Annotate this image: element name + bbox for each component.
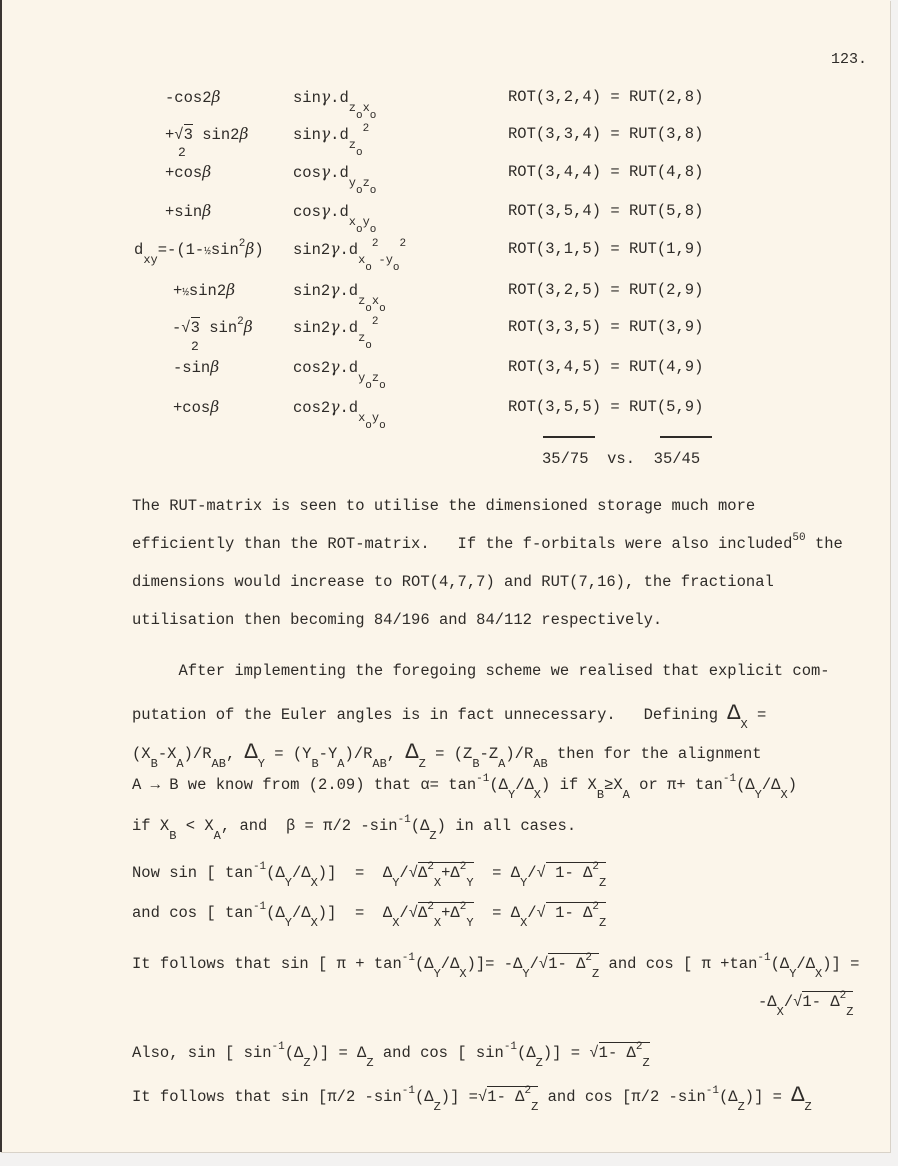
equation-line: Now sin [ $\tan^{-1}(\Delta_Y/\Delta_X)] = \Delta_Y/√\Delta^2_X+\Delta^2_Y = \Delta_Y/√$ 1- $\Delta^2_Z$ [132, 861, 607, 890]
func-cell: $\cos\gamma.d_{yozo}$ [293, 163, 377, 197]
text-line: if $X_B < X_A$, and β = π/2 $-\sin^{-1}(\Delta_Z)$ in all cases. [132, 814, 577, 843]
text-line: The RUT-matrix is seen to utilise the dimensioned storage much more [132, 497, 756, 515]
func-cell: $\sin\gamma.d_{zoxo}$ [293, 88, 377, 122]
text-line: $(X_B-X_A)/R_{AB}$, $\Delta_Y = (Y_B-Y_A)/R_{AB}$, $\Delta_Z = (Z_B-Z_A)/R_{AB}$ then for the alignment [132, 740, 762, 771]
rot-rut-cell: ROT(3,5,5) = RUT(5,9) [508, 398, 704, 416]
coef-cell: $d_{xy}=-(1-\frac{1}{2}\sin^2\beta)$ [134, 238, 264, 267]
func-cell: $\sin 2\gamma.d_{xo}^2_{-yo}^2$ [293, 238, 407, 274]
coef-cell: +cosβ [165, 163, 212, 182]
rot-rut-cell: ROT(3,1,5) = RUT(1,9) [508, 240, 704, 258]
equation-line: It follows that sin [π/2 $-\sin^{-1}(\Delta_Z)] =√1-$ $\Delta^2_Z$ and cos [π/2 $-\sin^{-1}(\Delta_Z)] = \Delta_Z$ [132, 1083, 812, 1114]
coef-denominator: 2 [178, 145, 186, 160]
equation-continuation: $-\Delta_X/√1-$ $\Delta^2_Z$ [758, 990, 854, 1019]
coef-denominator: 2 [191, 339, 199, 354]
coef-cell: -cos2β [165, 88, 221, 107]
equation-line: Also, sin [ $\sin^{-1}(\Delta_Z)] = \Delta_Z$ and cos [ $\sin^{-1}(\Delta_Z)] = √1-$ $\Delta^2_Z$ [132, 1041, 650, 1070]
coef-cell: +½sin2β [173, 281, 236, 300]
equation-line: It follows that sin [ $\pi + \tan^{-1}(\Delta_Y/\Delta_X)]= -\Delta_Y/√1-$ $\Delta^2_Z$ and cos [ $\pi +\tan^{-1}(\Delta_Y/\Delta_X)$] = [132, 952, 860, 981]
rot-rut-cell: ROT(3,2,4) = RUT(2,8) [508, 88, 704, 106]
func-cell: $\sin\gamma.d_{zo}^2$ [293, 123, 370, 159]
rot-rut-cell: ROT(3,2,5) = RUT(2,9) [508, 281, 704, 299]
func-cell: $\cos 2\gamma.d_{xoyo}$ [293, 398, 386, 432]
coef-cell: +sinβ [165, 202, 212, 221]
coef-cell: -√3 $\sin^2\beta$ [172, 316, 253, 337]
text-line: After implementing the foregoing scheme we realised that explicit com- [132, 662, 830, 680]
func-cell: $\cos\gamma.d_{xoyo}$ [293, 202, 377, 236]
sum-rule [543, 436, 595, 438]
rot-rut-cell: ROT(3,3,4) = RUT(3,8) [508, 125, 704, 143]
text-line: utilisation then becoming 84/196 and 84/112 respectively. [132, 611, 663, 629]
rot-rut-cell: ROT(3,3,5) = RUT(3,9) [508, 318, 704, 336]
text-line: dimensions would increase to ROT(4,7,7) and RUT(7,16), the fractional [132, 573, 774, 591]
rot-rut-cell: ROT(3,5,4) = RUT(5,8) [508, 202, 704, 220]
rot-rut-cell: ROT(3,4,5) = RUT(4,9) [508, 358, 704, 376]
coef-cell: +cosβ [173, 398, 220, 417]
func-cell: $\sin 2\gamma.d_{zo}^2$ [293, 316, 379, 352]
rot-rut-cell: ROT(3,4,4) = RUT(4,8) [508, 163, 704, 181]
coef-cell: -sinβ [173, 358, 220, 377]
func-cell: $\cos 2\gamma.d_{yozo}$ [293, 358, 386, 392]
totals-row: 35/75 vs. 35/45 [542, 450, 701, 468]
func-cell: $\sin 2\gamma.d_{zoxo}$ [293, 281, 386, 315]
coef-cell: +√3 sin2β [165, 125, 249, 144]
page-number: 123. [831, 51, 868, 68]
sum-rule [660, 436, 712, 438]
text-line: putation of the Euler angles is in fact unnecessary. Defining $\Delta_X$ = [132, 701, 767, 732]
text-line: A → B we know from (2.09) that $\alpha= \tan^{-1}(\Delta_Y/\Delta_X)$ if $X_B\ge X_A$ or $\pi+ \tan^{-1}(\Delta_Y/\Delta_X)$ [132, 773, 797, 802]
text-line: efficiently than the ROT-matrix. If the f-orbitals were also included$^{50}$ the [132, 532, 843, 553]
equation-line: and cos [ $\tan^{-1}(\Delta_Y/\Delta_X)] = \Delta_X/√\Delta^2_X+\Delta^2_Y = \Delta_X/√$ 1- $\Delta^2_Z$ [132, 901, 607, 930]
